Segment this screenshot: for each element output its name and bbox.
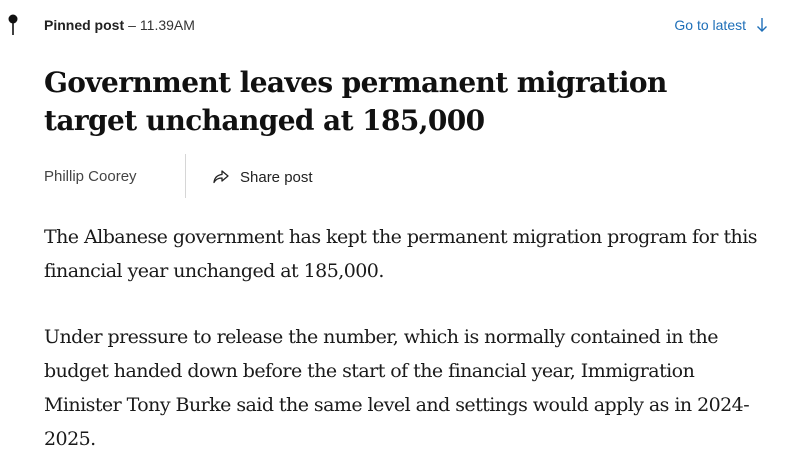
- post-time: 11.39AM: [139, 17, 195, 33]
- go-to-latest-link[interactable]: [674, 16, 768, 34]
- author-name[interactable]: Phillip Coorey: [44, 168, 137, 185]
- share-post-label: Share post: [240, 168, 313, 186]
- pin-icon: [7, 14, 19, 36]
- pinned-meta: [44, 16, 195, 34]
- arrow-down-icon: [756, 17, 768, 33]
- share-icon: [212, 169, 230, 185]
- byline: [44, 154, 744, 198]
- pinned-label: Pinned post: [44, 17, 125, 33]
- pinned-separator: –: [128, 17, 136, 33]
- body-paragraph-1: The Albanese government has kept the permanent migration program for this financial year unchanged at 185,000.: [44, 226, 757, 282]
- body-paragraph-2: Under pressure to release the number, which is normally contained in the budget handed down before the start of the financial year, Immigration Minister Tony Burke said the same level and settings would apply as in 2024-2025.: [44, 326, 750, 450]
- post-headline: Government leaves permanent migration target unchanged at 185,000: [44, 66, 667, 137]
- share-post-button[interactable]: [212, 166, 313, 188]
- go-to-latest-label: Go to latest: [674, 17, 746, 33]
- byline-divider: [185, 154, 186, 198]
- pinned-post-header: [0, 0, 802, 50]
